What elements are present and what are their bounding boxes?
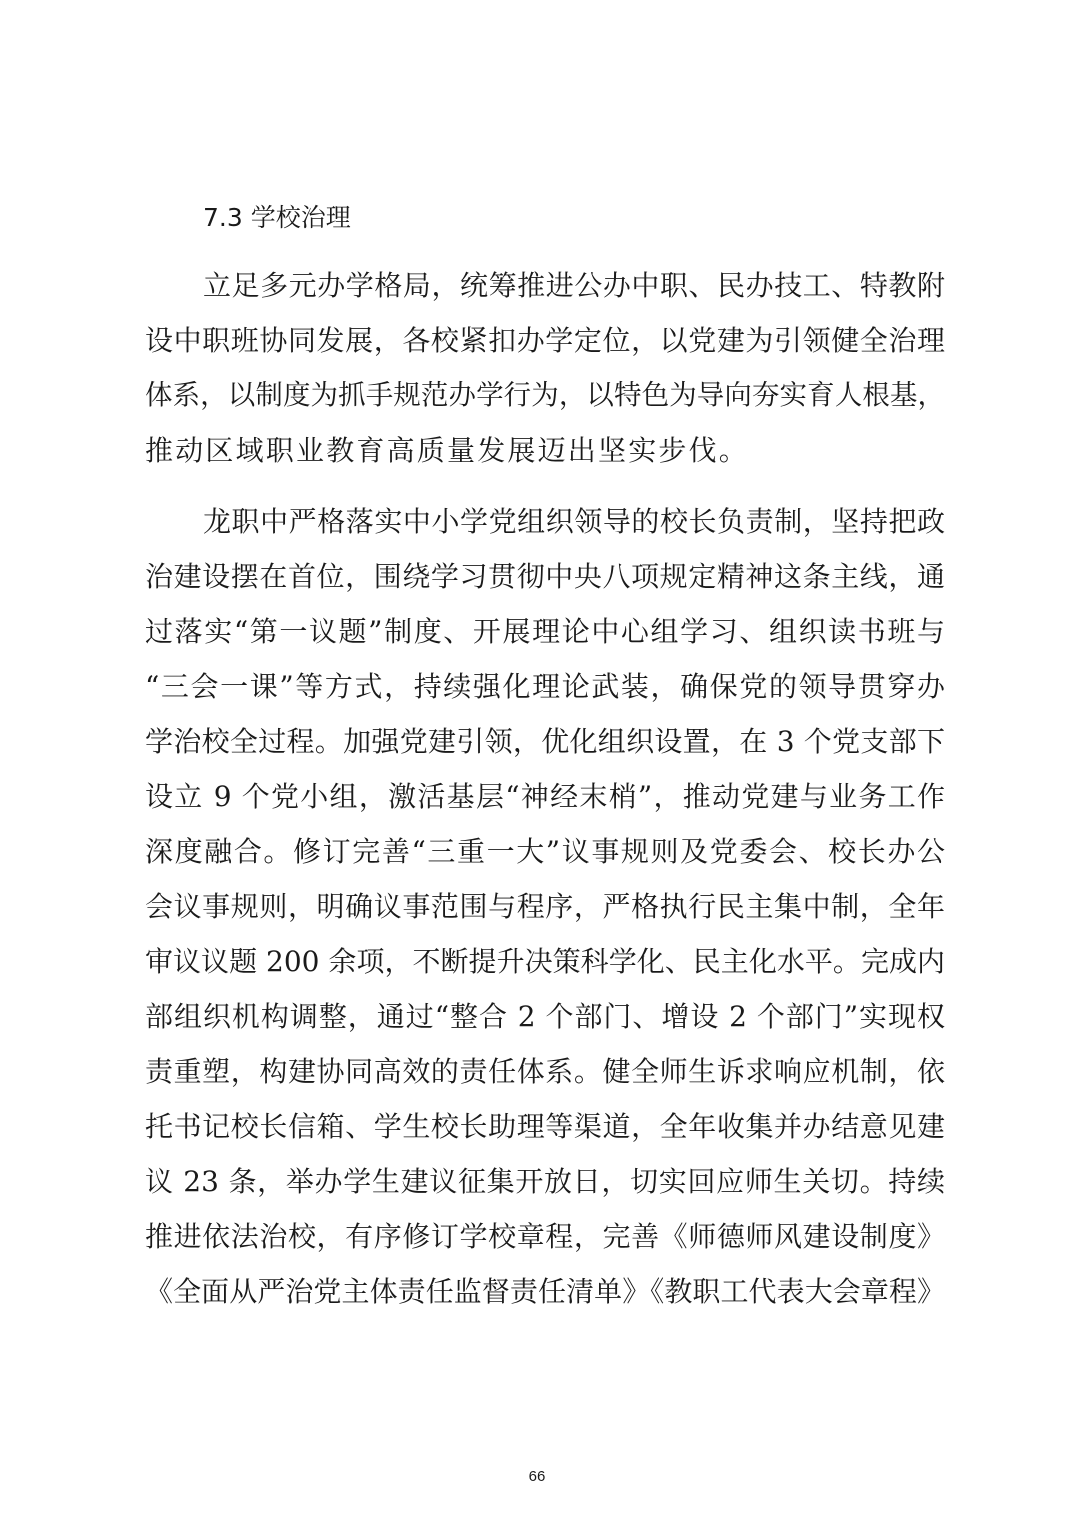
paragraph-line: 立足多元办学格局，统筹推进公办中职、民办技工、特教附 [203,269,945,302]
paragraph-longzhi-party-building [145,494,945,1319]
paragraph-line: 会议事规则，明确议事范围与程序，严格执行民主集中制，全年 [145,890,945,923]
paragraph-line: 治建设摆在首位，围绕学习贯彻中央八项规定精神这条主线，通 [145,560,945,593]
paragraph-line: “三会一课”等方式，持续强化理论武装，确保党的领导贯穿办 [145,670,945,703]
page-number: 66 [528,1468,546,1485]
paragraph-line: 推进依法治校，有序修订学校章程，完善《师德师风建设制度》 [145,1220,945,1253]
paragraph-line: 推动区域职业教育高质量发展迈出坚实步伐。 [145,434,750,467]
paragraph-line: 审议议题 200 余项，不断提升决策科学化、民主化水平。完成内 [145,945,945,978]
paragraph-line: 龙职中严格落实中小学党组织领导的校长负责制，坚持把政 [203,505,945,538]
paragraph-line: 体系，以制度为抓手规范办学行为，以特色为导向夯实育人根基， [145,379,945,411]
paragraph-school-governance-overview [145,258,945,478]
paragraph-line: 学治校全过程。加强党建引领，优化组织设置，在 3 个党支部下 [145,725,945,758]
paragraph-line: 部组织机构调整，通过“整合 2 个部门、增设 2 个部门”实现权 [145,1000,945,1033]
paragraph-line: 《全面从严治党主体责任监督责任清单》《教职工代表大会章程》 [145,1275,945,1308]
paragraph-line: 过落实“第一议题”制度、开展理论中心组学习、组织读书班与 [145,615,945,648]
paragraph-line: 深度融合。修订完善“三重一大”议事规则及党委会、校长办公 [145,835,945,868]
paragraph-line: 设中职班协同发展，各校紧扣办学定位，以党建为引领健全治理 [145,324,945,357]
paragraph-line: 设立 9 个党小组，激活基层“神经末梢”，推动党建与业务工作 [145,780,945,813]
paragraph-line: 议 23 条，举办学生建议征集开放日，切实回应师生关切。持续 [145,1165,945,1198]
paragraph-line: 责重塑，构建协同高效的责任体系。健全师生诉求响应机制，依 [145,1055,945,1088]
section-heading: 7.3 学校治理 [203,203,351,232]
paragraph-line: 托书记校长信箱、学生校长助理等渠道，全年收集并办结意见建 [145,1110,945,1143]
